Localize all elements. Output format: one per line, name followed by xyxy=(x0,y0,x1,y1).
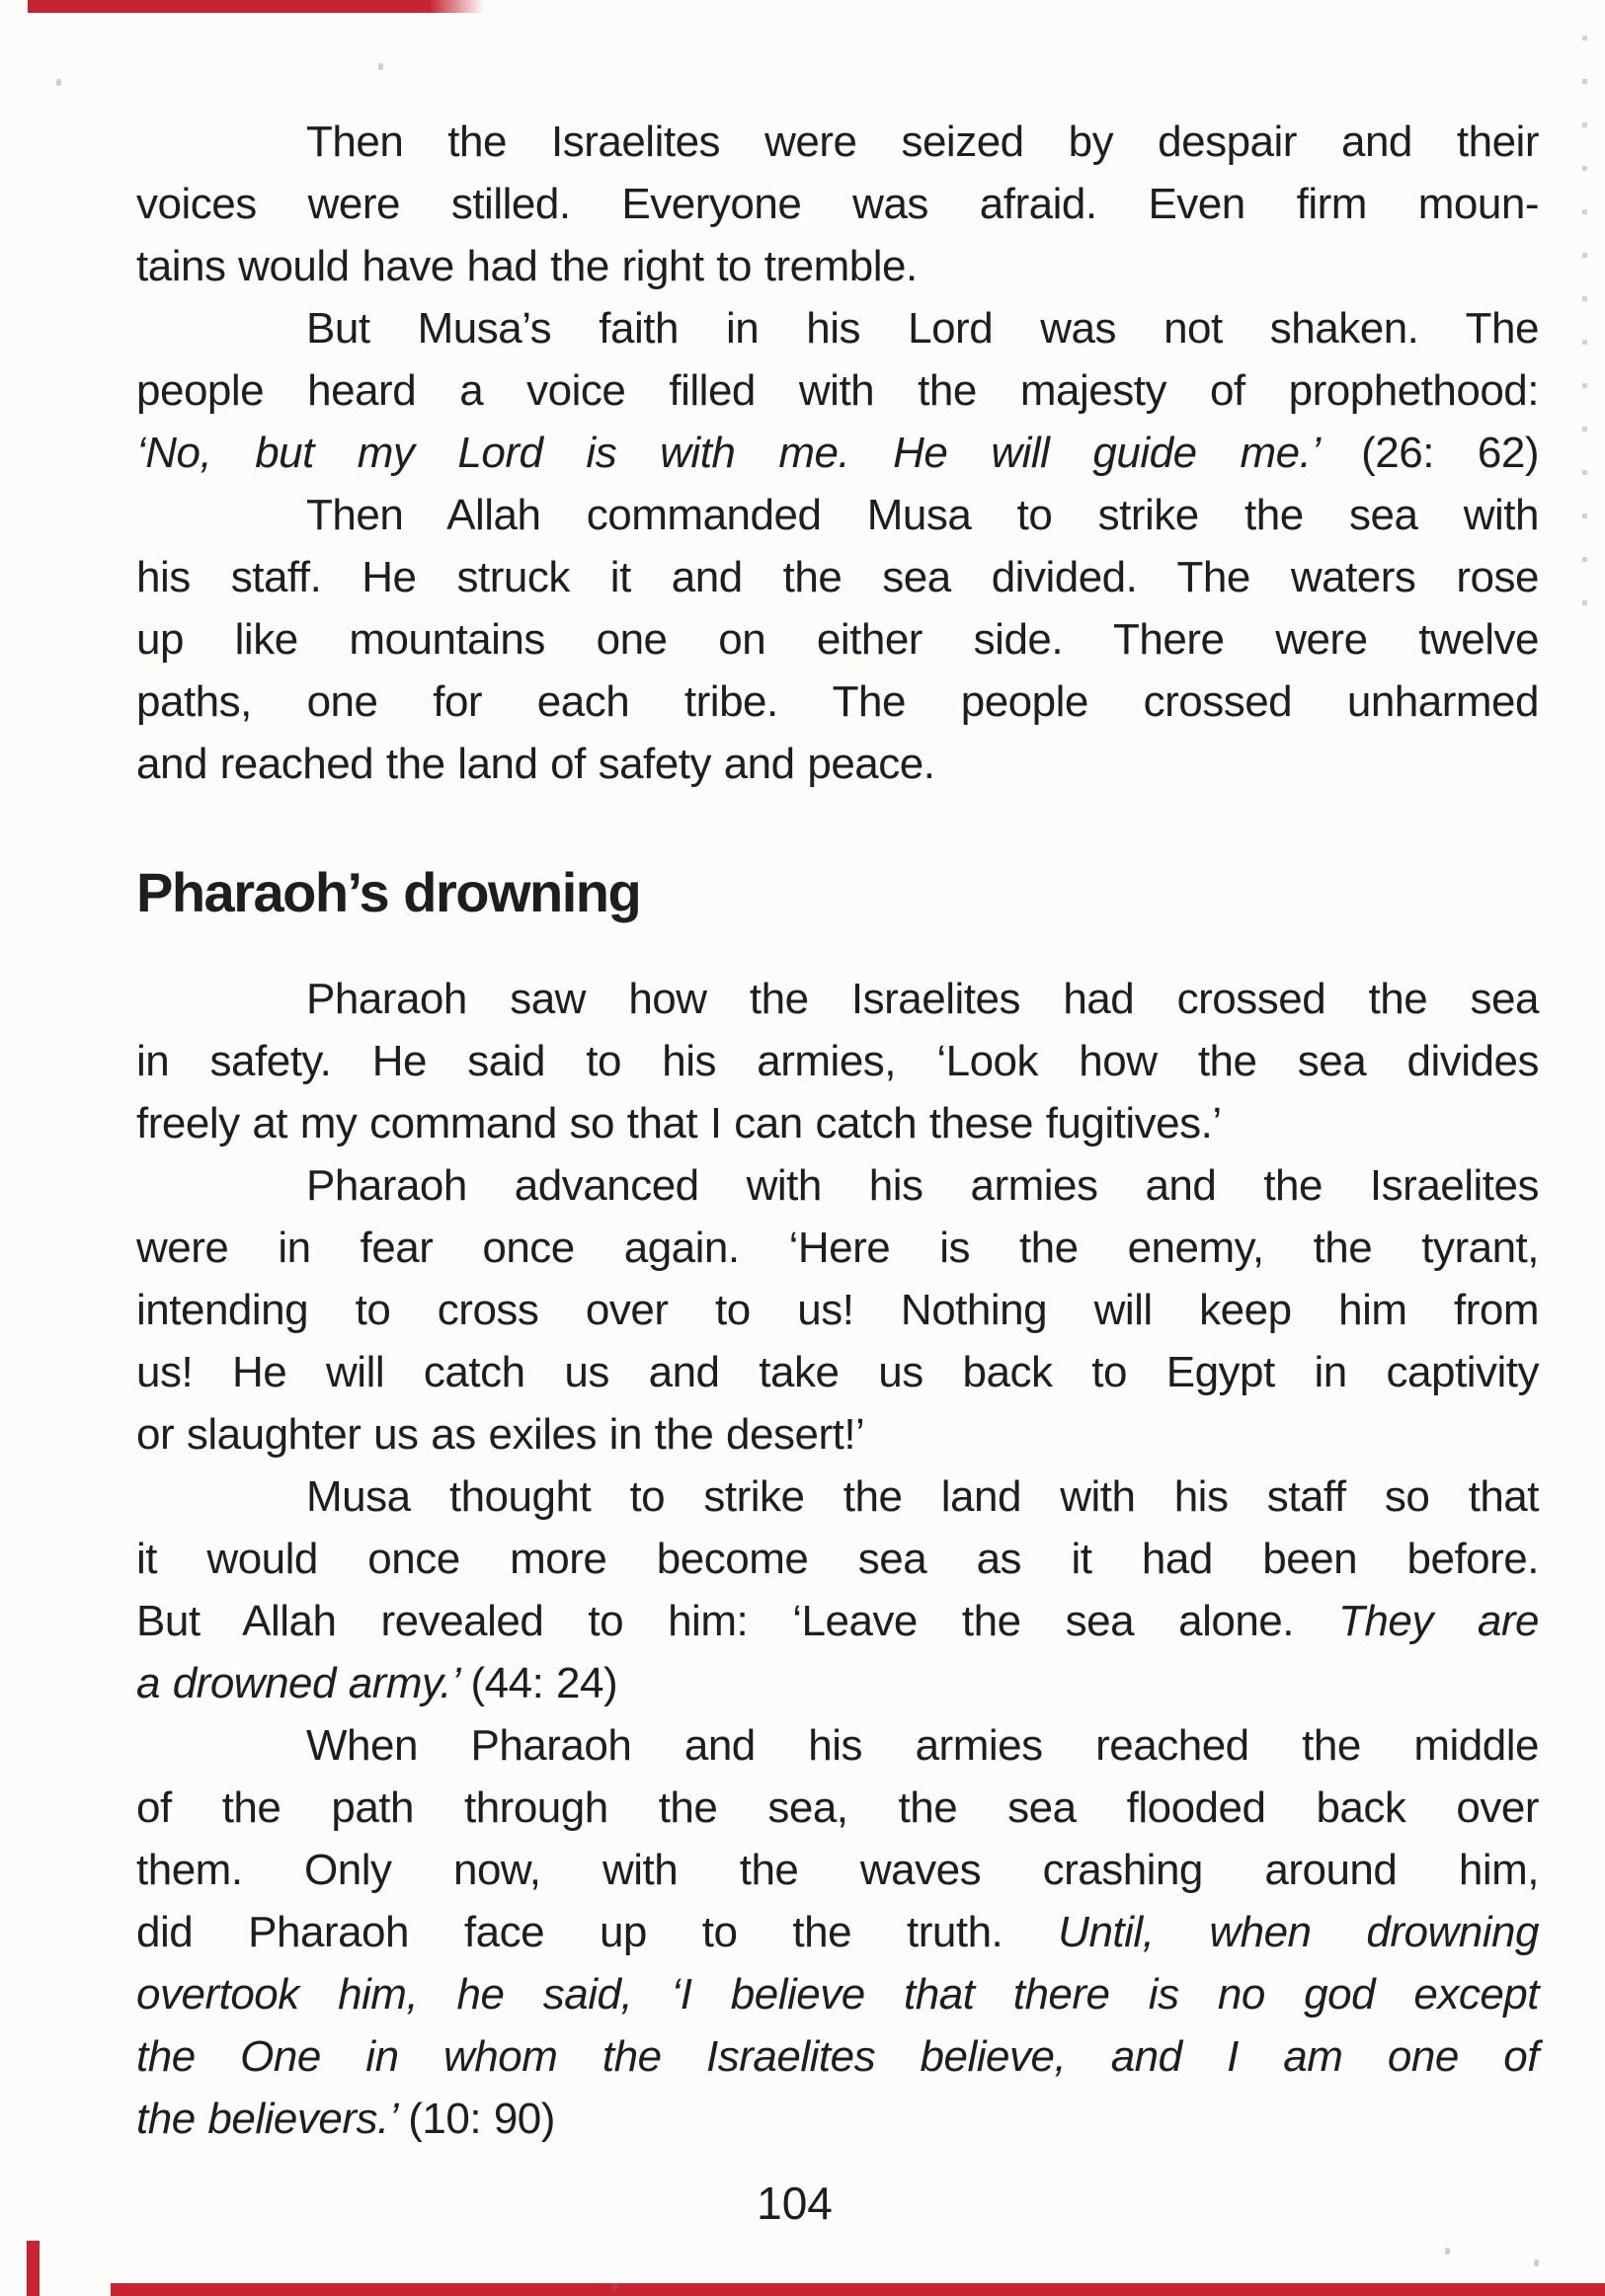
text-line xyxy=(136,1963,1539,2025)
text-line xyxy=(136,297,1539,359)
text-segment: Pharaoh advanced with his armies and the Israelites xyxy=(306,1161,1539,1210)
text-line xyxy=(136,2088,1539,2150)
text-line xyxy=(136,1528,1539,1590)
text-segment: tains would have had the right to tremble. xyxy=(136,242,918,290)
text-segment: up like mountains one on either side. There were twelve xyxy=(136,615,1539,664)
text-line xyxy=(136,1714,1539,1777)
quote-segment: overtook him, he said, ‘I believe that there is no god except xyxy=(136,1970,1539,2019)
text-segment: his staff. He struck it and the sea divided. The waters rose xyxy=(136,553,1539,601)
scan-speck xyxy=(378,63,383,70)
text-line xyxy=(136,608,1539,671)
scan-speck xyxy=(1534,2259,1539,2266)
body-text xyxy=(136,111,1539,2150)
scan-artifact-red-stripe-bottom xyxy=(111,2283,1605,2296)
paragraph xyxy=(136,1714,1539,2150)
text-line xyxy=(136,1341,1539,1403)
text-segment: it would once more become sea as it had been before. xyxy=(136,1535,1539,1583)
text-segment: But Allah revealed to him: ‘Leave the sea alone. xyxy=(136,1597,1339,1645)
paragraph xyxy=(136,968,1539,1154)
text-line xyxy=(136,1154,1539,1217)
text-segment: Pharaoh saw how the Israelites had crossed the sea xyxy=(306,975,1539,1023)
text-line xyxy=(136,1217,1539,1279)
text-segment: paths, one for each tribe. The people crossed unharmed xyxy=(136,677,1539,726)
scan-artifact-red-stripe-top xyxy=(28,0,484,13)
text-line xyxy=(136,359,1539,422)
text-line xyxy=(136,546,1539,608)
text-segment: in safety. He said to his armies, ‘Look how the sea divides xyxy=(136,1037,1539,1085)
text-line xyxy=(136,1839,1539,1901)
text-segment: of the path through the sea, the sea flooded back over xyxy=(136,1783,1539,1832)
text-line xyxy=(136,1465,1539,1528)
text-line xyxy=(136,2025,1539,2088)
text-segment: Then Allah commanded Musa to strike the sea with xyxy=(306,491,1539,539)
text-line xyxy=(136,671,1539,733)
text-line xyxy=(136,733,1539,795)
text-segment: voices were stilled. Everyone was afraid. Even firm moun- xyxy=(136,180,1539,228)
text-segment: and reached the land of safety and peace. xyxy=(136,740,935,788)
text-segment: Musa thought to strike the land with his staff so that xyxy=(306,1472,1539,1521)
text-segment: people heard a voice filled with the majesty of prophethood: xyxy=(136,366,1539,415)
scan-artifact-red-tick-bottom-left xyxy=(27,2241,40,2296)
text-line xyxy=(136,422,1539,484)
text-line xyxy=(136,1590,1539,1652)
text-line xyxy=(136,484,1539,546)
text-line xyxy=(136,1901,1539,1963)
scan-speck xyxy=(56,79,61,86)
text-segment: (26: 62) xyxy=(1361,429,1540,477)
text-segment: Then the Israelites were seized by despair and their xyxy=(306,118,1539,166)
text-segment: did Pharaoh face up to the truth. xyxy=(136,1908,1059,1956)
text-segment: intending to cross over to us! Nothing will keep him from xyxy=(136,1286,1539,1334)
text-segment: But Musa’s faith in his Lord was not shaken. The xyxy=(306,304,1539,353)
text-line xyxy=(136,1279,1539,1341)
text-segment: (10: 90) xyxy=(408,2095,555,2143)
scan-artifact-edge-dots xyxy=(1582,36,1587,628)
quote-segment: Until, when drowning xyxy=(1058,1908,1539,1956)
text-line xyxy=(136,1652,1539,1714)
text-segment: them. Only now, with the waves crashing around him, xyxy=(136,1846,1539,1894)
quote-segment: They are xyxy=(1338,1597,1539,1645)
paragraph xyxy=(136,484,1539,795)
quote-segment: ‘No, but my Lord is with me. He will guide me.’ xyxy=(136,429,1362,477)
scan-speck xyxy=(1445,2248,1450,2255)
text-segment: or slaughter us as exiles in the desert!’ xyxy=(136,1410,865,1459)
text-segment: freely at my command so that I can catch these fugitives.’ xyxy=(136,1099,1222,1148)
text-line xyxy=(136,1092,1539,1154)
text-line xyxy=(136,173,1539,235)
text-segment: were in fear once again. ‘Here is the enemy, the tyrant, xyxy=(136,1224,1539,1272)
page-number: 104 xyxy=(757,2177,833,2229)
text-line xyxy=(136,1030,1539,1092)
text-segment: (44: 24) xyxy=(470,1659,618,1707)
text-segment: us! He will catch us and take us back to Egypt in captivity xyxy=(136,1348,1539,1396)
quote-segment: the believers.’ xyxy=(136,2095,409,2143)
text-line xyxy=(136,111,1539,173)
paragraph xyxy=(136,111,1539,297)
text-line xyxy=(136,1403,1539,1465)
text-line xyxy=(136,1777,1539,1839)
scan-speck xyxy=(612,2283,617,2290)
text-line xyxy=(136,968,1539,1030)
text-line xyxy=(136,235,1539,297)
quote-segment: the One in whom the Israelites believe, and I am one of xyxy=(136,2032,1539,2081)
paragraph xyxy=(136,297,1539,484)
text-segment: When Pharaoh and his armies reached the middle xyxy=(306,1721,1539,1770)
paragraph xyxy=(136,1154,1539,1465)
paragraph xyxy=(136,1465,1539,1714)
section-heading: Pharaoh’s drowning xyxy=(136,861,641,923)
quote-segment: a drowned army.’ xyxy=(136,1659,471,1707)
